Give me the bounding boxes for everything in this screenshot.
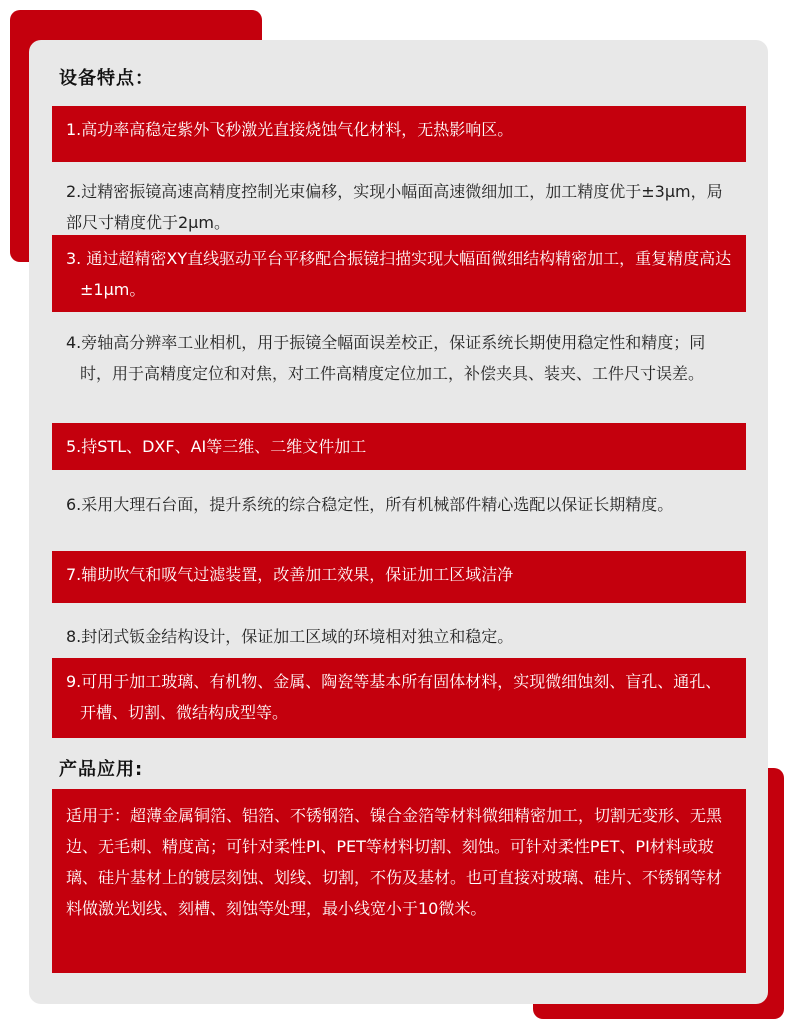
feature-item-5 (52, 423, 746, 470)
feature-item-7-text: 7.辅助吹气和吸气过滤装置，改善加工效果，保证加工区域洁净 (66, 565, 514, 584)
feature-item-1-text: 1.高功率高稳定紫外飞秒激光直接烧蚀气化材料，无热影响区。 (66, 120, 514, 139)
feature-item-9 (52, 658, 746, 738)
feature-item-4-text: 4.旁轴高分辨率工业相机，用于振镜全幅面误差校正，保证系统长期使用稳定性和精度；同时，用于高精度定位和对焦，对工件高精度定位加工，补偿夹具、装夹、工件尺寸误差。 (66, 333, 706, 383)
feature-item-9-text: 9.可用于加工玻璃、有机物、金属、陶瓷等基本所有固体材料，实现微细蚀刻、盲孔、通孔、开槽、切割、微结构成型等。 (66, 672, 722, 722)
feature-item-4 (52, 319, 746, 416)
feature-item-6-text: 6.采用大理石台面，提升系统的综合稳定性，所有机械部件精心选配以保证长期精度。 (66, 495, 674, 514)
feature-item-3-text: 3. 通过超精密XY直线驱动平台平移配合振镜扫描实现大幅面微细结构精密加工，重复精度高达±1μm。 (66, 249, 732, 299)
feature-item-7 (52, 551, 746, 603)
feature-item-1 (52, 106, 746, 162)
feature-item-2 (52, 168, 746, 234)
applications-text: 适用于：超薄金属铜箔、铝箔、不锈钢箔、镍合金箔等材料微细精密加工，切割无变形、无黑边、无毛刺、精度高；可针对柔性PI、PET等材料切割、刻蚀。可针对柔性PET、PI材料或玻璃、硅片基材上的镀层刻蚀、划线、切割，不伤及基材。也可直接对玻璃、硅片、不锈钢等材料做激光划线、刻槽、刻蚀等处理，最小线宽小于10微米。 (66, 806, 723, 918)
applications-heading: 产品应用: (59, 759, 144, 780)
content-panel (29, 40, 768, 1004)
feature-item-8-text: 8.封闭式钣金结构设计，保证加工区域的环境相对独立和稳定。 (66, 627, 514, 646)
feature-item-5-text: 5.持STL、DXF、AI等三维、二维文件加工 (66, 437, 367, 456)
applications-box (52, 789, 746, 973)
feature-item-2-text: 2.过精密振镜高速高精度控制光束偏移，实现小幅面高速微细加工，加工精度优于±3μm，局部尺寸精度优于2μm。 (66, 182, 723, 232)
feature-item-8 (52, 613, 746, 653)
feature-item-3 (52, 235, 746, 312)
features-heading: 设备特点： (59, 68, 154, 89)
feature-item-6 (52, 481, 746, 547)
